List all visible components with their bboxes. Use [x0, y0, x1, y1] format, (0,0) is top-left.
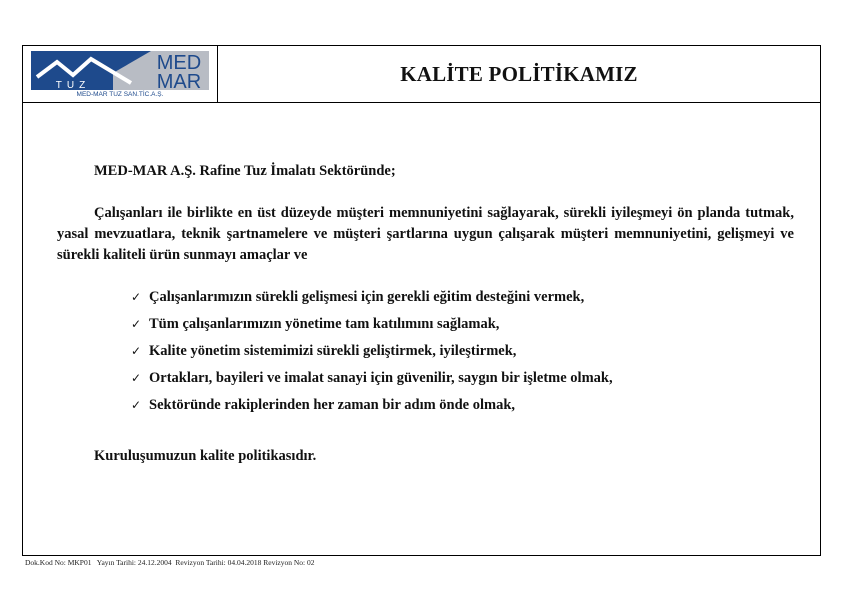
list-item-text: Tüm çalışanlarımızın yönetime tam katılımını sağlamak, — [149, 316, 500, 332]
document-footer: Dok.Kod No: MKP01 Yayın Tarihi: 24.12.2004 Revizyon Tarihi: 04.04.2018 Revizyon No: 02 — [25, 558, 315, 567]
list-item — [131, 395, 613, 422]
check-icon: ✓ — [131, 371, 142, 385]
intro-line: MED-MAR A.Ş. Rafine Tuz İmalatı Sektöründe; — [94, 163, 396, 179]
policy-paragraph — [57, 203, 794, 266]
document-header — [23, 46, 820, 103]
svg-text:MED: MED — [156, 52, 202, 74]
logo-cell — [23, 46, 218, 102]
svg-text:MED-MAR TUZ SAN.TİC.A.Ş.: MED-MAR TUZ SAN.TİC.A.Ş. — [76, 91, 164, 97]
policy-bullet-list — [131, 287, 613, 422]
list-item-text: Sektöründe rakiplerinden her zaman bir adım önde olmak, — [149, 397, 516, 413]
list-item-text: Ortakları, bayileri ve imalat sanayi için güvenilir, saygın bir işletme olmak, — [149, 370, 613, 386]
check-icon: ✓ — [131, 344, 142, 358]
med-mar-logo — [31, 51, 209, 97]
page-title: KALİTE POLİTİKAMIZ — [400, 61, 638, 86]
list-item — [131, 341, 613, 368]
svg-text:MAR: MAR — [156, 71, 202, 93]
list-item — [131, 314, 613, 341]
svg-text:TUZ: TUZ — [55, 80, 91, 91]
check-icon: ✓ — [131, 317, 142, 331]
policy-paragraph-text: Çalışanları ile birlikte en üst düzeyde müşteri memnuniyetini sağlayarak, sürekli iyileşmeyi ön planda tutmak, yasal mevzuatlara, teknik şartnamelere ve müşteri şartlarına uygun çalışarak müşteri memnuniyetini, gelişmeyi ve sürekli kaliteli ürün sunmayı amaçlar ve — [57, 205, 794, 263]
check-icon: ✓ — [131, 290, 142, 304]
list-item — [131, 368, 613, 395]
document-frame — [22, 45, 821, 556]
list-item-text: Kalite yönetim sistemimizi sürekli geliştirmek, iyileştirmek, — [149, 343, 517, 359]
closing-line: Kuruluşumuzun kalite politikasıdır. — [94, 448, 317, 464]
check-icon: ✓ — [131, 398, 142, 412]
list-item-text: Çalışanlarımızın sürekli gelişmesi için gerekli eğitim desteğini vermek, — [149, 289, 585, 305]
list-item — [131, 287, 613, 314]
